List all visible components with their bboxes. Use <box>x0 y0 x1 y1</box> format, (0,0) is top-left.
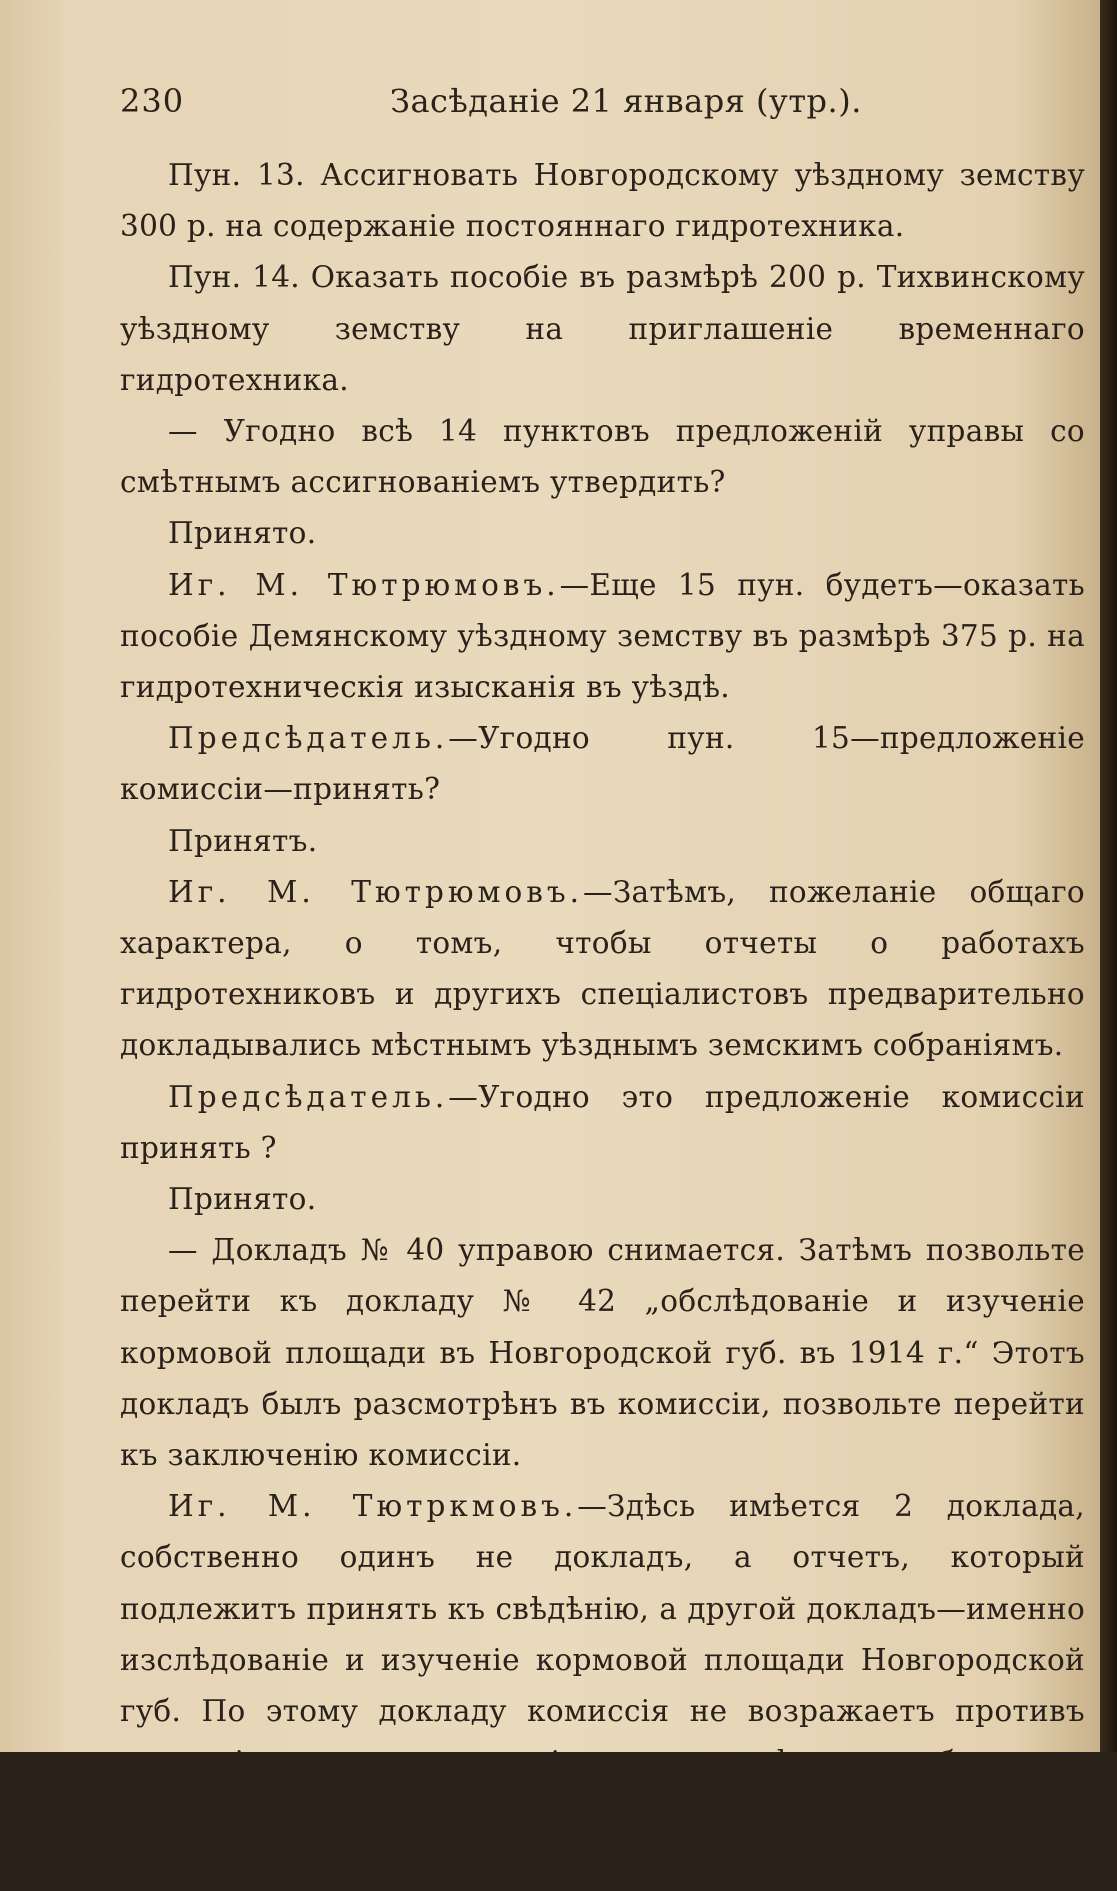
paragraph <box>120 816 1085 867</box>
paragraph-text: — Докладъ № 40 управою снимается. Затѣмъ позвольте перейти къ докладу № 42 „обслѣдованіе и изученіе кормовой площади въ Новгородской губ. въ 1914 г.“ Этотъ докладъ былъ разсмотрѣнъ въ комиссіи, позвольте перейти къ заключенію комиссіи. <box>120 1233 1085 1473</box>
paragraph <box>120 713 1085 815</box>
speaker-name: Иг. М. Тютркмовъ. <box>168 1489 578 1524</box>
paragraph <box>120 508 1085 559</box>
paragraph <box>120 1481 1085 1891</box>
paragraph <box>120 150 1085 252</box>
paragraph-text: —Затѣмъ, пожеланіе общаго характера, о томъ, чтобы отчеты о работахъ гидротехниковъ и другихъ спеціалистовъ предварительно докладывались мѣстнымъ уѣзднымъ земскимъ собраніямъ. <box>120 874 1085 1063</box>
speaker-name: Предсѣдатель. <box>168 1079 449 1114</box>
speaker-name: Предсѣдатель. <box>168 721 449 756</box>
paragraph-text: Принято. <box>168 516 317 551</box>
paragraph-text: Пун. 13. Ассигновать Новгородскому уѣздному земству 300 р. на содержаніе постояннаго гидротехника. <box>120 158 1085 244</box>
paragraph <box>120 560 1085 714</box>
speaker-name: Иг. М. Тютрюмовъ. <box>168 874 584 909</box>
page-number: 230 <box>120 82 185 120</box>
paragraph <box>120 1072 1085 1174</box>
paragraph-text: —Угодно пун. 15—предложеніе комиссіи—принять? <box>120 721 1085 807</box>
paragraph <box>120 1225 1085 1481</box>
paragraph-text: Пун. 14. Оказать пособіе въ размѣрѣ 200 р. Тихвинскому уѣздному земству на приглашеніе временнаго гидротехника. <box>120 260 1085 397</box>
paragraph <box>120 406 1085 508</box>
paragraph-text: —Еще 15 пун. будетъ—оказать пособіе Демянскому уѣздному земству въ размѣрѣ 375 р. на гидротехническія изысканія въ уѣздѣ. <box>120 567 1085 705</box>
speaker-name: Иг. М. Тютрюмовъ. <box>168 567 560 602</box>
paragraph-text: Принято. <box>168 1182 317 1217</box>
paragraph-text: — Угодно всѣ 14 пунктовъ предложеній управы со смѣтнымъ ассигнованіемъ утвердить? <box>120 414 1085 500</box>
page-header <box>120 82 1080 132</box>
paragraph <box>120 867 1085 1072</box>
book-edge <box>1100 0 1117 1752</box>
page-body <box>120 150 1085 1891</box>
paragraph <box>120 1174 1085 1225</box>
running-head: Засѣданіе 21 января (утр.). <box>390 82 862 120</box>
paragraph-text: Принятъ. <box>168 823 318 858</box>
paragraph <box>120 252 1085 406</box>
paragraph-text: —Угодно это предложеніе комиссіи принять ? <box>120 1079 1085 1165</box>
paragraph-text: —Здѣсь имѣется 2 доклада, собственно одинъ не докладъ, а отчетъ, который подлежитъ принять къ свѣдѣнію, а другой докладъ—именно изслѣдованіе и изученіе кормовой площади Новгородской губ. По этому докладу комиссія не возражаетъ противъ принятія того предложенія, которое дѣлаетъ губернская управа, но противъ ассигнованія земскихъ средствъ на обслѣдованіе работъ на стаціонарныхъ пунктахъ 600 р. <box>120 1489 1085 1882</box>
